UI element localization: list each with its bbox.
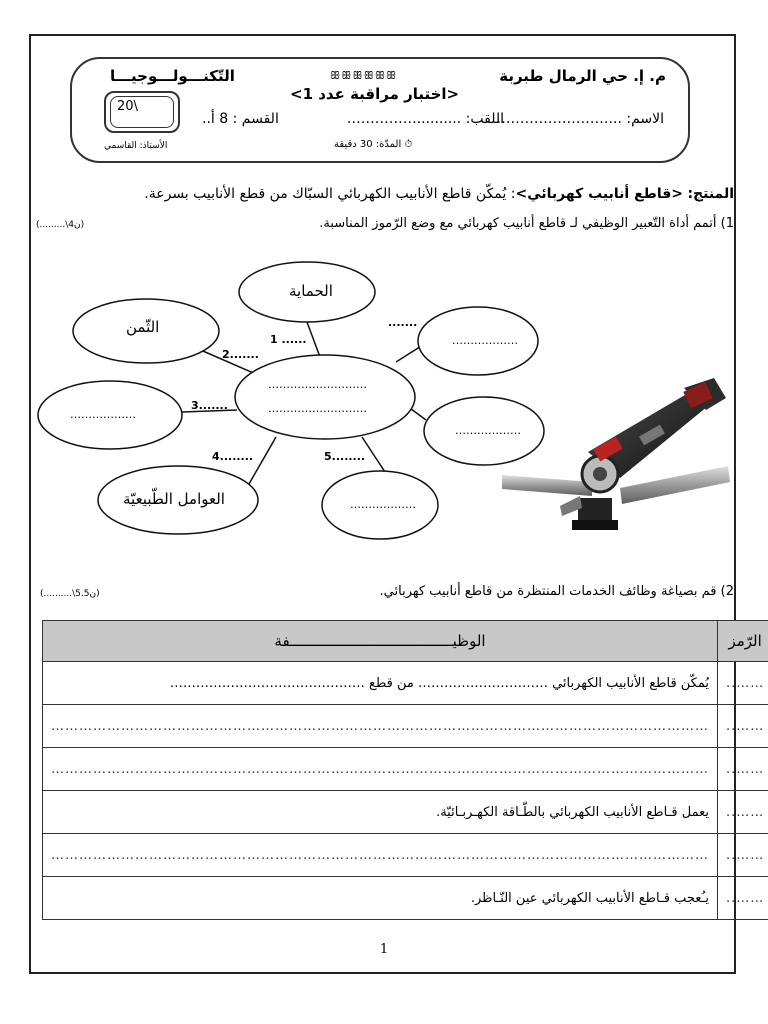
page-number: 1 — [379, 942, 389, 957]
function-cell[interactable]: …………………………………………………………………………………………………………………………… — [43, 748, 718, 791]
code-cell[interactable]: …….. — [718, 791, 768, 834]
question-2-points: (..........\5.5ن) — [40, 589, 100, 599]
question-2: 2) قم بصياغة وظائف الخدمات المنتظرة من قاطع أنابيب كهربائي. — [379, 584, 734, 599]
product-line-1: ……………………… — [268, 378, 367, 391]
code-cell[interactable]: …….. — [718, 877, 768, 920]
score-value: 20\ — [110, 96, 174, 128]
ornament: ꕥꕥꕥꕥꕥꕥ — [330, 69, 398, 82]
school-name: م. إ. حي الرمال طبربة — [499, 67, 666, 85]
product-ellipse — [235, 355, 415, 439]
blank-top-right: ……………… — [452, 334, 518, 347]
label-price: الثّمن — [126, 318, 160, 336]
link-label-1: 1 ...... — [270, 333, 307, 346]
blank-right: ……………… — [455, 424, 521, 437]
link-label-5: 5........ — [324, 450, 366, 463]
function-cell[interactable]: يُمكّن قاطع الأنابيب الكهربائي ………………………… من قطع ……………………………………… — [43, 662, 718, 705]
blank-bottom: ……………… — [350, 498, 416, 511]
code-cell[interactable]: …….. — [718, 748, 768, 791]
clock-icon: ⏱ — [404, 139, 413, 150]
question-1-points: (.........\4ن) — [36, 220, 85, 230]
table-header — [43, 621, 768, 662]
header-function: الوظيـــــــــــــــــــــــــــــــــــــفة — [43, 621, 718, 662]
code-cell[interactable]: …….. — [718, 662, 768, 705]
product-line-2: ……………………… — [268, 402, 367, 415]
link-1 — [307, 322, 320, 357]
test-title: <اختبار مراقبة عدد 1> — [290, 85, 460, 103]
table-row — [43, 791, 768, 834]
link-label-3: 3....... — [191, 399, 228, 412]
link-5 — [362, 437, 385, 472]
table-row — [43, 662, 768, 705]
subject-title: التّكنـــولـــوجيـــا — [110, 67, 235, 85]
duration: ⏱ المدّة: 30 دقيقة — [334, 139, 413, 150]
question-1: 1) أتمم أداة التّعبير الوظيفي لـ قاطع أنابيب كهربائي مع وضع الرّموز المناسبة. — [319, 216, 734, 231]
service-functions-table — [42, 620, 768, 920]
link-label-4: 4........ — [212, 450, 254, 463]
function-cell[interactable]: يعمل قـاطع الأنابيب الكهربائي بالطّـاقة الكهـربـائيّة. — [43, 791, 718, 834]
code-cell[interactable]: …….. — [718, 705, 768, 748]
header-code: الرّمز — [718, 621, 768, 662]
class-field: القسم : 8 أ.. — [202, 111, 279, 127]
function-cell[interactable]: …………………………………………………………………………………………………………………………… — [43, 834, 718, 877]
label-nature: العوامل الطّبيعيّة — [123, 490, 225, 508]
code-cell[interactable]: …….. — [718, 834, 768, 877]
teacher-name: الأستاذ: القاسمي — [104, 141, 168, 151]
pipe-cutter-image — [500, 370, 732, 535]
blank-left: ……………… — [70, 408, 136, 421]
table-row — [43, 834, 768, 877]
table-row — [43, 877, 768, 920]
table-row — [43, 748, 768, 791]
name-field: الاسم: ...…………………… — [496, 111, 664, 127]
surname-field: اللقب: ..........…………… — [346, 111, 504, 127]
function-cell[interactable]: …………………………………………………………………………………………………………………………… — [43, 705, 718, 748]
link-label-6: ....... — [388, 316, 418, 329]
function-cell[interactable]: يـُعجب قـاطع الأنابيب الكهربائي عين النّـاظر. — [43, 877, 718, 920]
table-row — [43, 705, 768, 748]
label-protection: الحماية — [289, 282, 333, 300]
link-label-2: 2....... — [222, 348, 259, 361]
product-description: المنتج: <قاطع أنابيب كهربائي>: يُمكّن قاطع الأنابيب الكهربائي السبّاك من قطع الأنابيب بسرعة. — [144, 186, 734, 202]
